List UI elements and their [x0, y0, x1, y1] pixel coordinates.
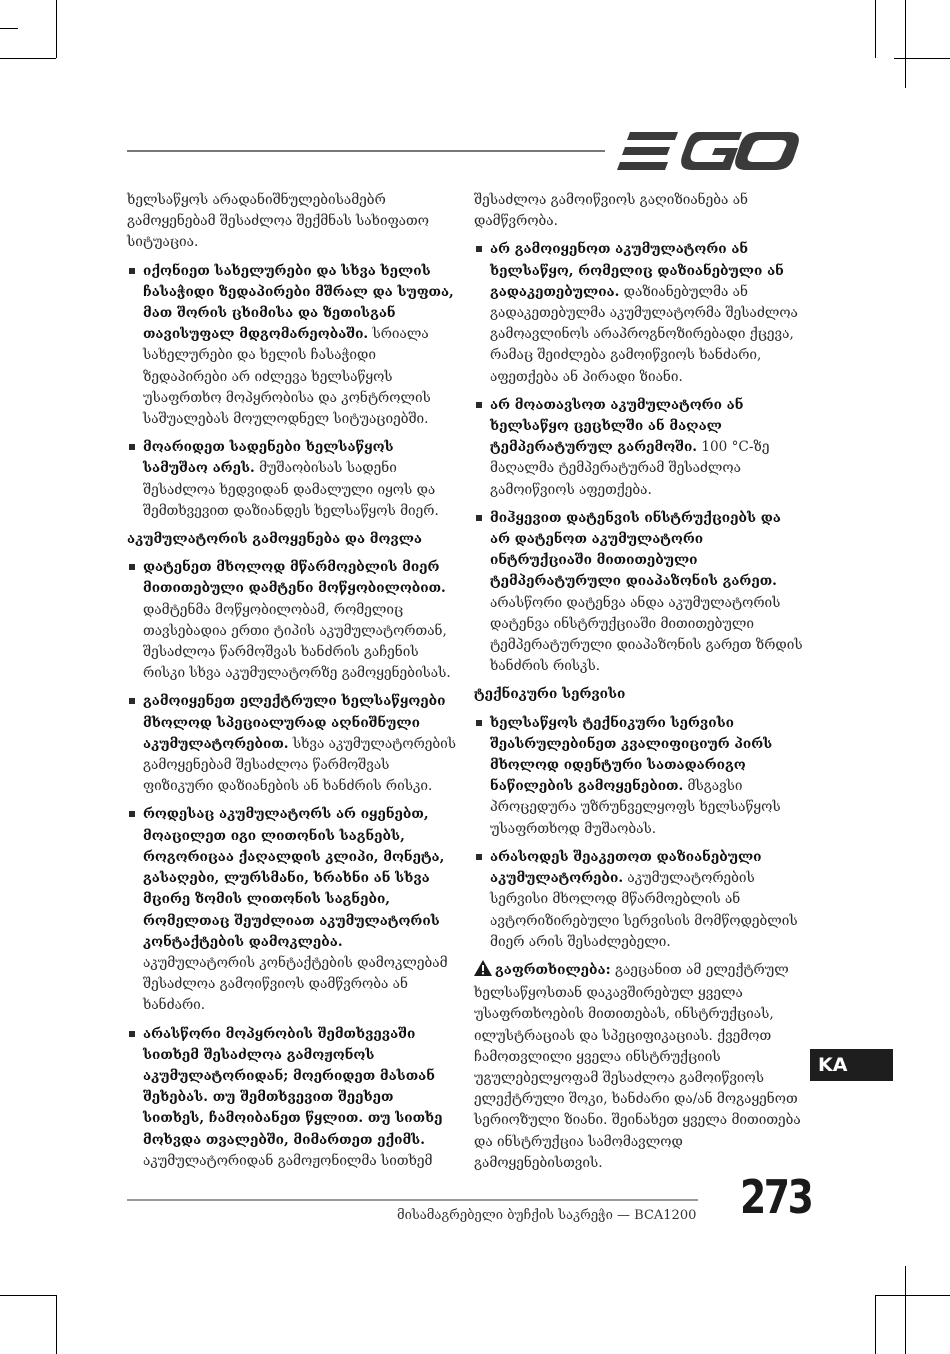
- bullet-icon: [129, 811, 135, 817]
- ego-logo-icon: [616, 128, 800, 174]
- list-item: [127, 1024, 457, 1172]
- list-item: [127, 691, 457, 797]
- header-rule: [127, 150, 605, 152]
- warning-triangle-icon: [474, 960, 492, 983]
- crop-mark: [905, 0, 906, 88]
- page-number: 273: [740, 1170, 812, 1224]
- crop-mark: [0, 58, 56, 59]
- item-bold-text: გამოიყენეთ ელექტრული ხელსაწყოები მხოლოდ სპეციალურად აღნიშნული აკუმულატორებით.: [143, 693, 446, 752]
- item-bold-text: მიჰყევით დატენვის ინსტრუქციებს და არ დატენოთ აკუმულატორი ინტრუქციაში მითითებული ტემპერატურული დიაპაზონის გარეთ.: [490, 509, 781, 590]
- footer-text: მისამაგრებელი ბუჩქის საკრეჭი — BCA1200: [397, 1208, 697, 1223]
- warning-paragraph: [474, 960, 804, 1174]
- item-bold-text: არასწორი მოპყრობის შემთხვევაში სითხემ შესაძლოა გამოჟონოს აკუმულატორიდან; მოერიდეთ მასთან შეხებას. თუ შემთხვევით შეეხეთ სითხეს, ჩამოიბანეთ წყლით. თუ სითხე მოხვდა თვალებში, მიმართეთ ექიმს.: [143, 1025, 443, 1148]
- bullet-icon: [476, 402, 482, 408]
- item-text: სრიალა სახელურები და ხელის ჩასაჭიდი ზედაპირები არ იძლევა ხელსაწყოს უსაფრთხო მოპყრობისა და კონტროლის საშუალებას მოულოდნელ სიტუაციებში.: [143, 326, 431, 428]
- crop-mark: [56, 0, 57, 58]
- crop-mark: [56, 1295, 57, 1354]
- item-text: აკუმულატორების სერვისი მხოლოდ მწარმოებლის ან ავტორიზირებული სერვისის მომწოდებლის მიერ არის შესაძლებელი.: [490, 870, 798, 950]
- crop-mark: [875, 1295, 950, 1296]
- item-bold-text: როდესაც აკუმულატორს არ იყენებთ, მოაცილეთ იგი ლითონის საგნებს, როგორიცაა ქაღალდის კლიპი, მონეტა, გასაღები, ლურსმანი, ხრახნი ან სხვა მცირე ზომის ლითონის საგნები, რომელთაც შეუძლიათ აკუმულატორის კონტაქტების დამოკლება.: [143, 806, 445, 950]
- item-bold-text: იქონიეთ სახელურები და სხვა ხელის ჩასაჭიდი ზედაპირები მშრალ და სუფთა, მათ შორის ცხიმისა და ზეთისგან თავისუფალ მდგომარეობაში.: [143, 262, 454, 343]
- bullet-icon: [476, 720, 482, 726]
- bullet-icon: [129, 1031, 135, 1037]
- bullet-icon: [129, 698, 135, 704]
- item-text: არასწორი დატენვა ანდა აკუმულატორის დატენვა ინსტრუქციაში მითითებული ტემპერატურული დიაპაზონის გარეთ ზრდის ხანძრის რისკს.: [490, 594, 803, 675]
- item-text: მუშაობისას სადენი შესაძლოა ხედვიდან დამალული იყოს და შემთხვევით დაზიანდეს ხელსაწყოს მიერ.: [143, 460, 439, 519]
- bullet-icon: [129, 564, 135, 570]
- footer-rule: [127, 1199, 698, 1201]
- crop-mark: [875, 1295, 876, 1354]
- list-item: [474, 239, 804, 387]
- item-text: აკუმულატორის კონტაქტების დამოკლებამ შესაძლოა გამოიწვიოს დამწვრობა ან ხანძარი.: [143, 954, 448, 1014]
- bullet-icon: [476, 246, 482, 252]
- section-heading: ტექნიკური სერვისი: [474, 686, 626, 703]
- item-text: დაზიანებულმა ან გადაკეთებულმა აკუმულატორმა შესაძლოა გამოავლინოს არაპროგნოზირებადი ქცევა, რამაც შეიძლება გამოიწვიოს ხანძარი, აფეთქება ან პირადი ზიანი.: [490, 283, 798, 385]
- bullet-icon: [476, 854, 482, 860]
- bullet-icon: [476, 515, 482, 521]
- item-text: მსგავსი პროცედურა უზრუნველყოფს ხელსაწყოს უსაფრთხოდ მუშაობას.: [490, 778, 781, 837]
- item-text: სხვა აკუმულატორების გამოყენებამ შესაძლოა წარმოშვას ფიზიკური დაზიანების ან ხანძრის რისკი.: [143, 735, 457, 795]
- list-item: [474, 713, 804, 840]
- list-item: [474, 508, 804, 678]
- crop-mark: [875, 0, 876, 58]
- language-tab: KA: [810, 1049, 893, 1081]
- list-item: [474, 395, 804, 501]
- item-bold-text: არასოდეს შეაკეთოთ დაზიანებული აკუმულატორები.: [490, 848, 762, 887]
- bullet-icon: [129, 268, 135, 274]
- warning-label: გაფრთხილება:: [495, 961, 611, 978]
- warning-text: გაეცანით ამ ელექტრულ ხელსაწყოსთან დაკავშირებულ ყველა უსაფრთხოების მითითებას, ინსტრუქციას, ილუსტრაციას და სპეციფიკაციას. ქვემოთ ჩამოთვლილი ყველა ინსტრუქციის უგულებელყოფამ შესაძლოა გამოიწვიოს ელექტრული შოკი, ხანძარი და/ან მოგაყენოთ სერიოზული ზიანი. შეინახეთ ყველა მითითება და ინსტრუქცია სამომავლოდ გამოყენებისთვის.: [474, 961, 801, 1171]
- crop-mark: [894, 58, 950, 59]
- crop-mark: [0, 28, 18, 29]
- crop-mark: [905, 1266, 906, 1354]
- bullet-icon: [129, 444, 135, 450]
- item-text: დამტენმა მოწყობილობამ, რომელიც თავსებადია ერთი ტიპის აკუმულატორთან, შესაძლოა წარმოშვას ხანძრის გაჩენის რისკი სხვა აკუმულატორზე გამოყენებისას.: [143, 601, 451, 682]
- item-bold-text: ხელსაწყოს ტექნიკური სერვისი შეასრულებინეთ კვალიფიციურ პირს მხოლოდ იდენტური სათადარიგო ნაწილების გამოყენებით.: [490, 714, 773, 795]
- item-text: აკუმულატორიდან გამოჟონილმა სითხემ: [143, 1152, 433, 1169]
- item-bold-text: არ გამოიყენოთ აკუმულატორი ან ხელსაწყო, რომელიც დაზიანებული ან გადაკეთებულია.: [490, 241, 784, 300]
- list-item: [127, 557, 457, 684]
- crop-mark: [0, 1295, 56, 1296]
- item-bold-text: არ მოათავსოთ აკუმულატორი ან ხელსაწყო ცეცხლში ან მაღალ ტემპერატურულ გარემოში.: [490, 396, 744, 456]
- list-item: [127, 437, 457, 522]
- ego-logo: [616, 128, 800, 174]
- list-item: [474, 847, 804, 953]
- item-bold-text: დატენეთ მხოლოდ მწარმოებლის მიერ მითითებული დამტენი მოწყობილობით.: [143, 559, 446, 597]
- continuation-paragraph: შესაძლოა გამოიწვიოს გაღიზიანება ან დამწვრობა.: [474, 192, 749, 230]
- left-column: [127, 190, 457, 1179]
- list-item: [127, 261, 457, 431]
- right-column: [474, 190, 804, 1181]
- list-item: [127, 804, 457, 1016]
- item-bold-text: მოარიდეთ სადენები ხელსაწყოს სამუშაო არეს.: [143, 439, 394, 477]
- item-text: 100 °C-ზე მაღალმა ტემპერატურამ შესაძლოა გამოიწვიოს აფეთქება.: [490, 439, 770, 498]
- intro-paragraph: ხელსაწყოს არადანიშნულებისამებრ გამოყენებამ შესაძლოა შექმნას სახიფათო სიტუაცია.: [127, 192, 429, 251]
- section-heading: აკუმულატორის გამოყენება და მოვლა: [127, 531, 423, 548]
